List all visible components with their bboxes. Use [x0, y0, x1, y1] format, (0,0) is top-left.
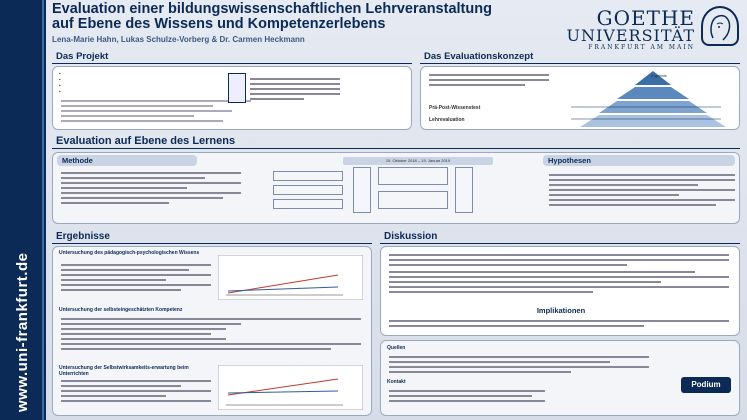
sidebar	[0, 0, 44, 420]
logo-text-goethe: GOETHE	[596, 6, 695, 30]
university-logo	[549, 6, 739, 51]
timeline-bar: 15. Oktober 2018 – 19. Januar 2019	[343, 157, 493, 165]
design-box-1	[273, 171, 343, 181]
label-ergebnis: Ergebnis	[651, 73, 667, 78]
design-box-5	[378, 167, 448, 185]
university-url[interactable]: www.uni-frankfurt.de	[14, 252, 31, 412]
logo-text-universitaet: UNIVERSITÄT	[566, 26, 695, 45]
section-projekt: Das Projekt	[52, 50, 412, 63]
design-box-7	[455, 167, 473, 213]
footer-panel	[380, 340, 740, 416]
label-lehrevaluation: Lehrevaluation	[429, 117, 465, 123]
subhead-implikationen: Implikationen	[536, 306, 586, 315]
evalkonzept-panel	[420, 66, 740, 130]
goethe-portrait-icon	[701, 6, 739, 46]
diskussion-panel	[380, 246, 740, 336]
poster-title-line2: auf Ebene des Wissens und Kompetenzerlebens	[52, 16, 386, 32]
design-box-2	[273, 185, 343, 195]
design-box-4	[353, 167, 371, 213]
authors: Lena-Marie Hahn, Lukas Schulze-Vorberg & Dr. Carmen Heckmann	[52, 35, 305, 44]
ergebnisse-panel	[52, 246, 372, 416]
results-chart-2	[218, 365, 363, 410]
design-box-6	[378, 191, 448, 209]
results-sub1: Untersuchung des pädagogisch-psychologischen Wissens	[59, 250, 200, 256]
poster	[46, 0, 747, 420]
design-box-3	[273, 199, 343, 209]
podium-logo-text: Podium	[691, 380, 721, 389]
section-lernen: Evaluation auf Ebene des Lernens	[52, 135, 740, 148]
section-evalkonzept: Das Evaluationskonzept	[420, 50, 740, 63]
podium-logo	[681, 377, 731, 393]
logo-text-sub: FRANKFURT AM MAIN	[588, 44, 695, 51]
label-prepost: Prä-Post-Wissenstest	[429, 105, 481, 111]
poster-title-line1: Evaluation einer bildungswissenschaftlichen Lehrveranstaltung	[52, 1, 492, 17]
results-chart-1	[218, 255, 363, 300]
section-ergebnisse: Ergebnisse	[52, 230, 372, 243]
subhead-methode: Methode	[57, 155, 197, 166]
list-item	[59, 89, 229, 95]
podium-diagram	[228, 73, 348, 103]
title-area	[52, 2, 522, 44]
footer-kontakt: Kontakt	[387, 379, 406, 385]
subhead-hypothesen: Hypothesen	[543, 155, 735, 166]
projekt-panel	[52, 66, 412, 130]
lernen-panel	[52, 152, 740, 224]
footer-quellen: Quellen	[387, 345, 406, 351]
results-sub3: Untersuchung der Selbstwirksamkeits-erwartung beim Unterrichten	[59, 365, 189, 377]
section-diskussion: Diskussion	[380, 230, 740, 243]
results-sub2: Untersuchung der selbsteingeschätzten Kompetenz	[59, 307, 183, 313]
